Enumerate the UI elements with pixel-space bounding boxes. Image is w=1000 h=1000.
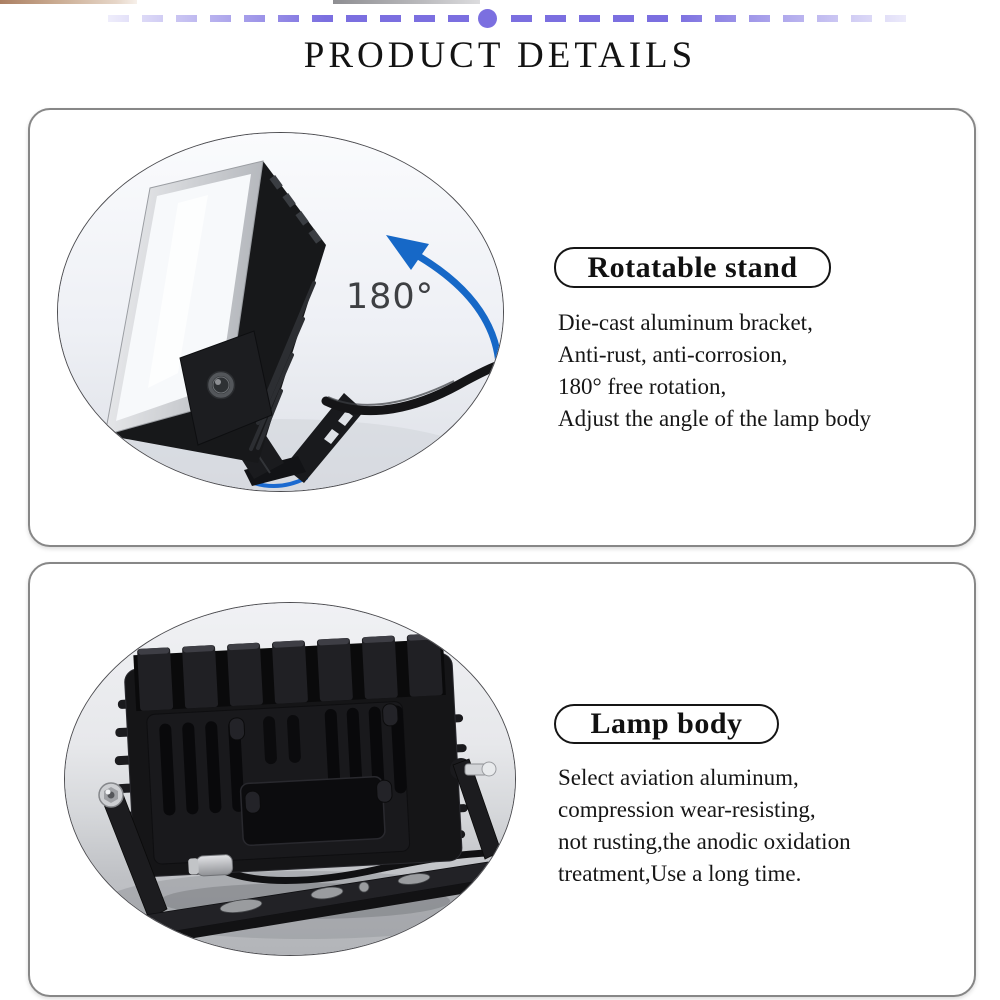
feature-badge-rotatable-stand [554, 247, 831, 288]
pivot-pin [465, 762, 496, 776]
page-title: PRODUCT DETAILS [303, 35, 697, 76]
feature-badge-lamp-body [554, 704, 779, 744]
divider-dot [478, 9, 497, 28]
feature-description-line: Die-cast aluminum bracket, [558, 310, 813, 335]
feature-description-line: not rusting,the anodic oxidation [558, 829, 851, 854]
feature-badge-label: Lamp body [590, 707, 743, 740]
divider-dashes-right [511, 15, 918, 22]
feature-description-line: Adjust the angle of the lamp body [558, 406, 871, 431]
side-screw-nub [96, 438, 124, 463]
cable-gland [196, 854, 233, 876]
lamp-body-back [109, 632, 473, 880]
floodlight-side-illustration [58, 133, 503, 491]
feature-description-line: Select aviation aluminum, [558, 765, 799, 790]
nameplate-recess [240, 776, 385, 845]
photo-edge-artifact-center [333, 0, 480, 4]
feature-card-lamp-body [28, 562, 976, 997]
feature-description-line: 180° free rotation, [558, 374, 727, 399]
feature-description-line: Anti-rust, anti-corrosion, [558, 342, 788, 367]
section-divider [108, 15, 918, 23]
feature-card-rotatable-stand [28, 108, 976, 547]
photo-edge-artifact-left [0, 0, 137, 4]
feature-description-line: treatment,Use a long time. [558, 861, 802, 886]
feature-description [558, 762, 958, 890]
hex-screw [99, 783, 123, 807]
product-photo-side-view [57, 132, 504, 492]
feature-description-line: compression wear-resisting, [558, 797, 816, 822]
feature-badge-label: Rotatable stand [587, 250, 798, 284]
rotation-angle-label: 180° [345, 277, 435, 317]
divider-dashes-left [108, 15, 470, 22]
product-photo-back-view [64, 602, 516, 956]
pivot-screw [208, 372, 235, 399]
feature-description [558, 307, 958, 435]
floodlight-back-illustration [65, 603, 515, 955]
